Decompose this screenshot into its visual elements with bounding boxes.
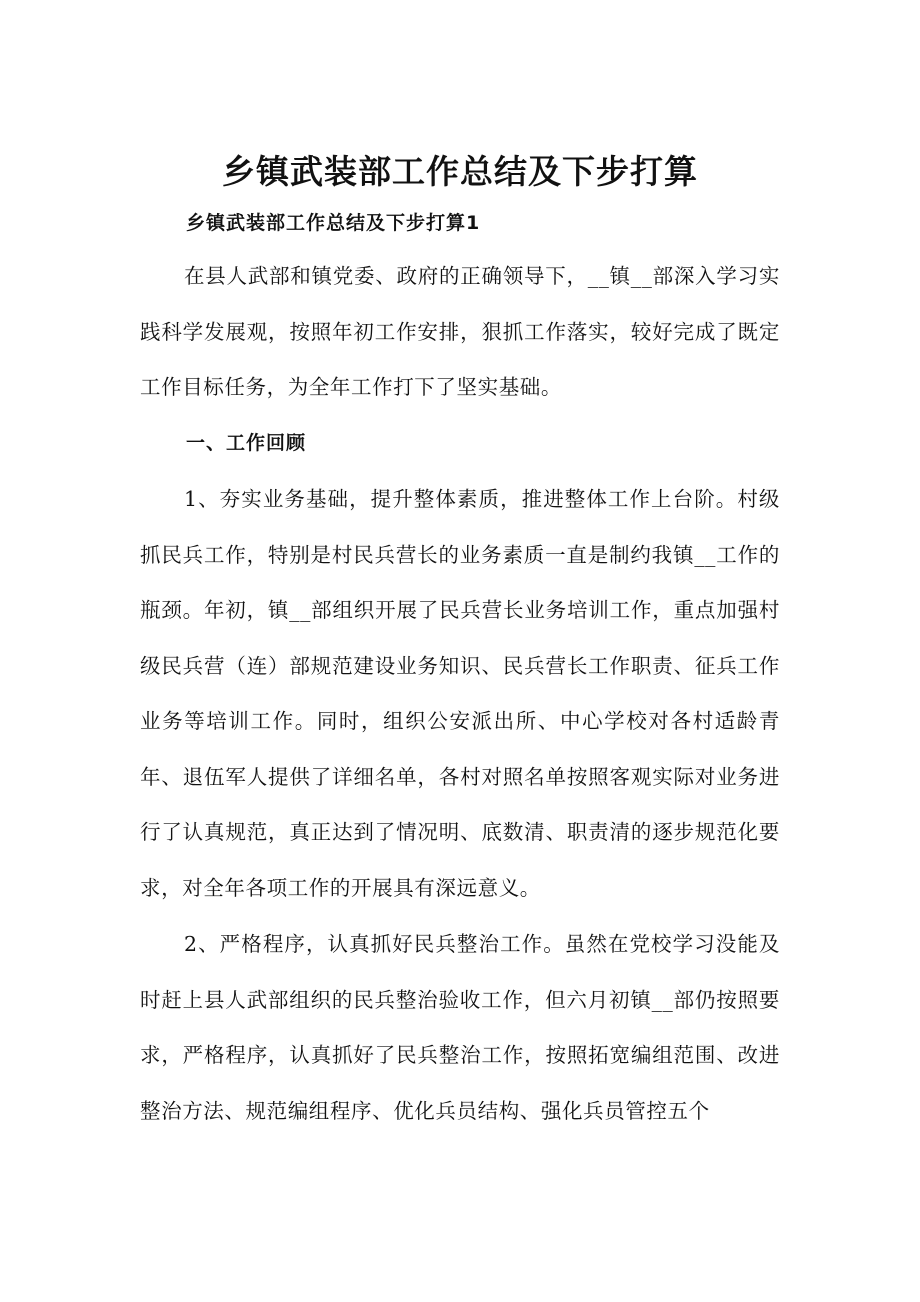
section-heading: 一、工作回顾 bbox=[186, 432, 307, 454]
item-2-paragraph: 2、严格程序，认真抓好民兵整治工作。虽然在党校学习没能及时赶上县人武部组织的民兵整治验收工作，但六月初镇__部仍按照要求，严格程序，认真抓好了民兵整治工作，按照拓宽编组范围、改进整治方法、规范编组程序、优化兵员结构、强化兵员管控五个 bbox=[140, 932, 780, 1123]
intro-paragraph: 在县人武部和镇党委、政府的正确领导下，__镇__部深入学习实践科学发展观，按照年初工作安排，狠抓工作落实，较好完成了既定工作目标任务，为全年工作打下了坚实基础。 bbox=[140, 264, 780, 399]
item-1-paragraph: 1、夯实业务基础，提升整体素质，推进整体工作上台阶。村级抓民兵工作，特别是村民兵营长的业务素质一直是制约我镇__工作的瓶颈。年初，镇__部组织开展了民兵营长业务培训工作，重点加强村级民兵营（连）部规范建设业务知识、民兵营长工作职责、征兵工作业务等培训工作。同时，组织公安派出所、中心学校对各村适龄青年、退伍军人提供了详细名单，各村对照名单按照客观实际对业务进行了认真规范，真正达到了情况明、底数清、职责清的逐步规范化要求，对全年各项工作的开展具有深远意义。 bbox=[140, 487, 780, 900]
document-subtitle: 乡镇武装部工作总结及下步打算1 bbox=[186, 212, 481, 234]
document-title: 乡镇武装部工作总结及下步打算 bbox=[222, 152, 698, 191]
